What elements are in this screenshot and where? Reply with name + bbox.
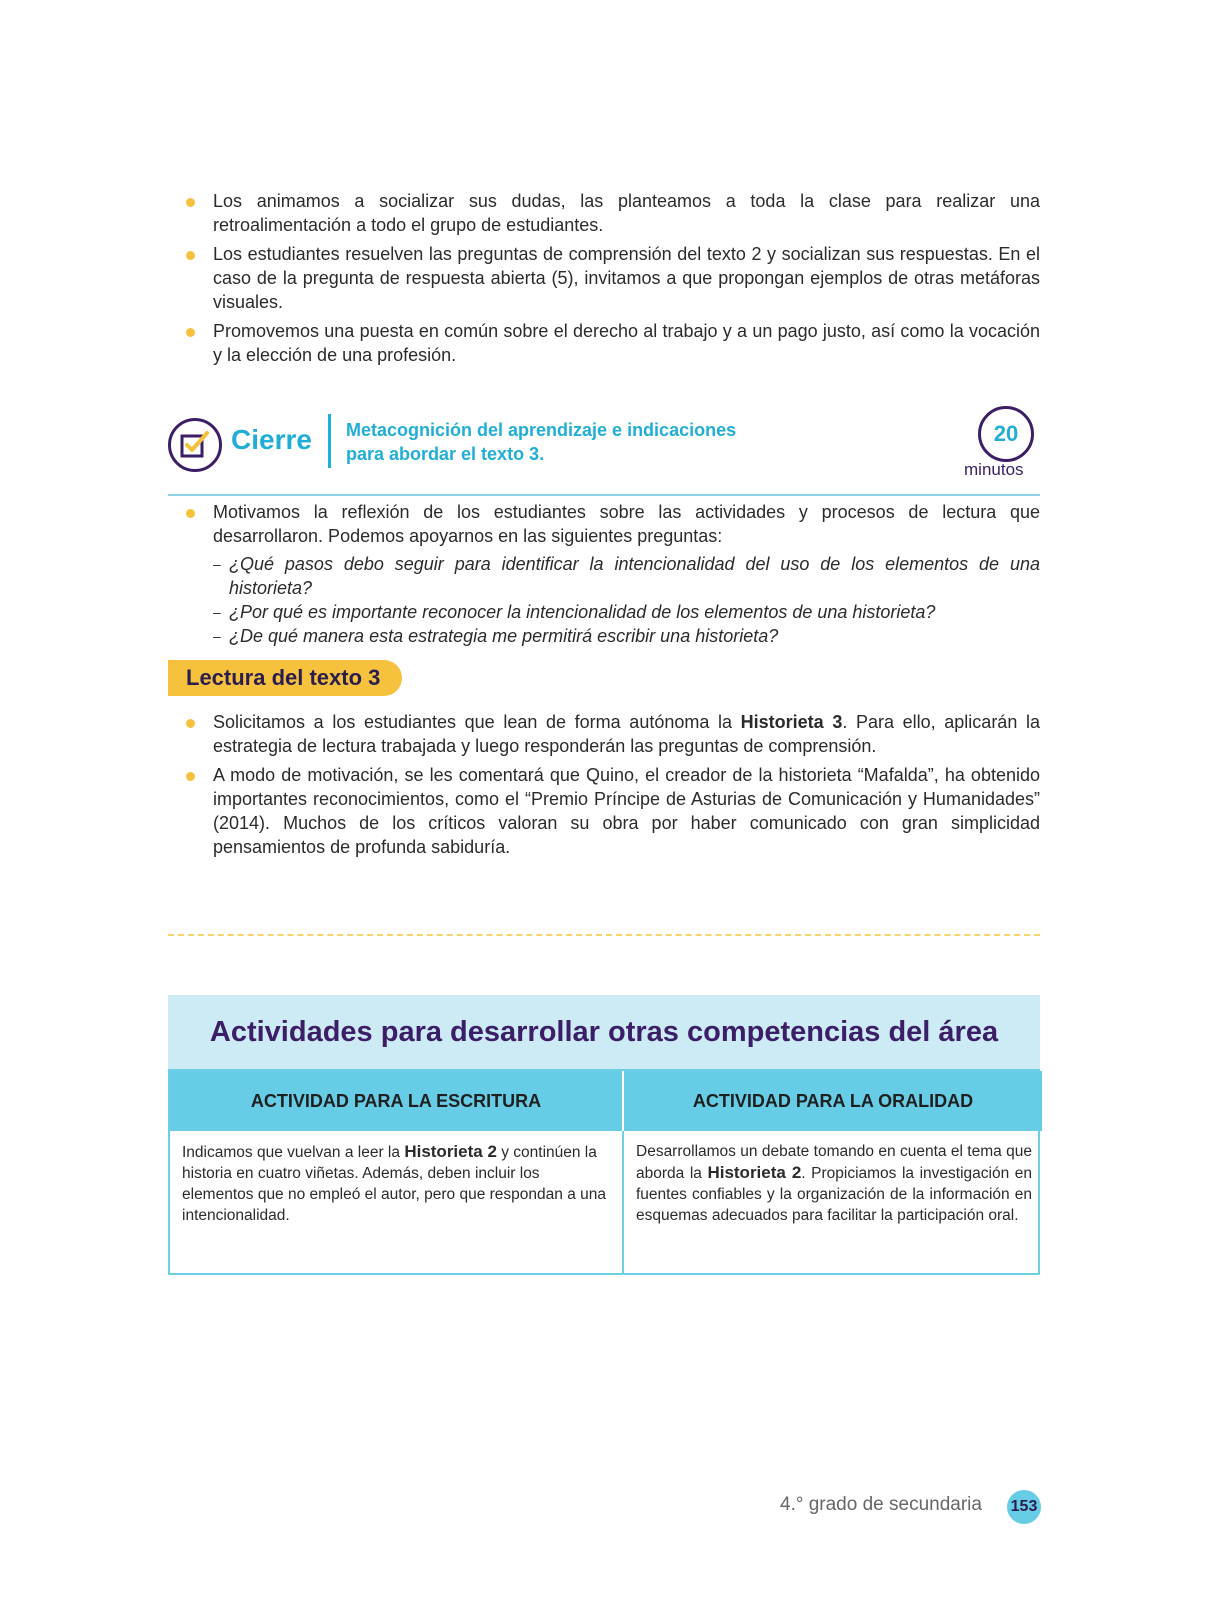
cierre-title: Cierre xyxy=(231,424,312,455)
grade-label: 4.° grado de secundaria xyxy=(780,1494,982,1515)
timer-unit-label: minutos xyxy=(964,460,1024,479)
actividades-title: Actividades para desarrollar otras competencias del área xyxy=(168,995,1040,1069)
oralidad-text: Desarrollamos un debate tomando en cuenta el tema que aborda la xyxy=(636,1143,1032,1182)
oralidad-text-end: . Propiciamos la investigación en fuentes confiables y la organización de la información en esquemas adecuados para facilitar la participación oral. xyxy=(636,1165,1032,1224)
lectura-b1-bold: Historieta 3 xyxy=(740,712,843,732)
escritura-text: Indicamos que vuelvan a leer la xyxy=(182,1144,405,1161)
oralidad-bold: Historieta 2 xyxy=(707,1163,802,1182)
question-item: – ¿Qué pasos debo seguir para identificar la intencionalidad del uso de los elementos de una historieta? xyxy=(213,552,1040,600)
escritura-text-end: y continúen la historia en cuatro viñetas. Además, deben incluir los elementos que no empleó el autor, pero que respondan a una intencionalidad. xyxy=(182,1144,606,1224)
section-divider xyxy=(168,934,1040,936)
lectura-b1-text-end: . Para ello, aplicarán la estrategia de lectura trabajada y luego responderán las preguntas de comprensión. xyxy=(213,712,1040,756)
escritura-header: ACTIVIDAD PARA LA ESCRITURA xyxy=(170,1071,622,1131)
escritura-cell xyxy=(170,1131,622,1273)
cierre-bullet-list xyxy=(168,500,1040,648)
cierre-header xyxy=(168,404,1040,496)
question-item: – ¿Por qué es importante reconocer la intencionalidad de los elementos de una historieta? xyxy=(213,600,1040,624)
lectura-b1-text: Solicitamos a los estudiantes que lean de forma autónoma la xyxy=(213,712,741,732)
question-list xyxy=(213,552,1040,648)
list-item xyxy=(168,500,1040,648)
page-number: 153 xyxy=(1007,1490,1041,1524)
cierre-bullet-text: Motivamos la reflexión de los estudiantes sobre las actividades y procesos de lectura que desarrollaron. Podemos apoyarnos en las siguientes preguntas: xyxy=(213,502,1040,546)
cierre-section xyxy=(168,500,1040,653)
list-item: Los animamos a socializar sus dudas, las planteamos a toda la clase para realizar una retroalimentación a todo el grupo de estudiantes. xyxy=(168,189,1040,237)
cierre-divider xyxy=(328,414,331,468)
lectura-section xyxy=(168,710,1040,864)
lectura-bullet-list xyxy=(168,710,1040,859)
actividades-grid xyxy=(168,1069,1040,1275)
timer-icon xyxy=(978,406,1034,462)
question-item: – ¿De qué manera esta estrategia me permitirá escribir una historieta? xyxy=(213,624,1040,648)
checkbox-icon xyxy=(168,418,222,472)
list-item: A modo de motivación, se les comentará que Quino, el creador de la historieta “Mafalda”, ha obtenido importantes reconocimientos, como el “Premio Príncipe de Asturias de Comunicación y Humanidades” (2014). Muchos de los críticos valoran su obra por haber comunicado con gran simplicidad pensamientos de profunda sabiduría. xyxy=(168,763,1040,859)
escritura-bold: Historieta 2 xyxy=(404,1142,497,1161)
list-item: Promovemos una puesta en común sobre el derecho al trabajo y a un pago justo, así como la vocación y la elección de una profesión. xyxy=(168,319,1040,367)
oralidad-header: ACTIVIDAD PARA LA ORALIDAD xyxy=(622,1071,1042,1131)
actividades-table xyxy=(168,995,1040,1275)
timer-minutes: 20 xyxy=(993,421,1019,446)
lectura-heading: Lectura del texto 3 xyxy=(168,660,402,696)
cierre-description: Metacognición del aprendizaje e indicaciones para abordar el texto 3. xyxy=(346,420,737,464)
intro-bullet-list xyxy=(168,189,1040,367)
intro-section xyxy=(168,189,1040,372)
oralidad-cell xyxy=(622,1131,1042,1273)
list-item xyxy=(168,710,1040,758)
list-item: Los estudiantes resuelven las preguntas de comprensión del texto 2 y socializan sus respuestas. En el caso de la pregunta de respuesta abierta (5), invitamos a que propongan ejemplos de otras metáforas visuales. xyxy=(168,242,1040,314)
